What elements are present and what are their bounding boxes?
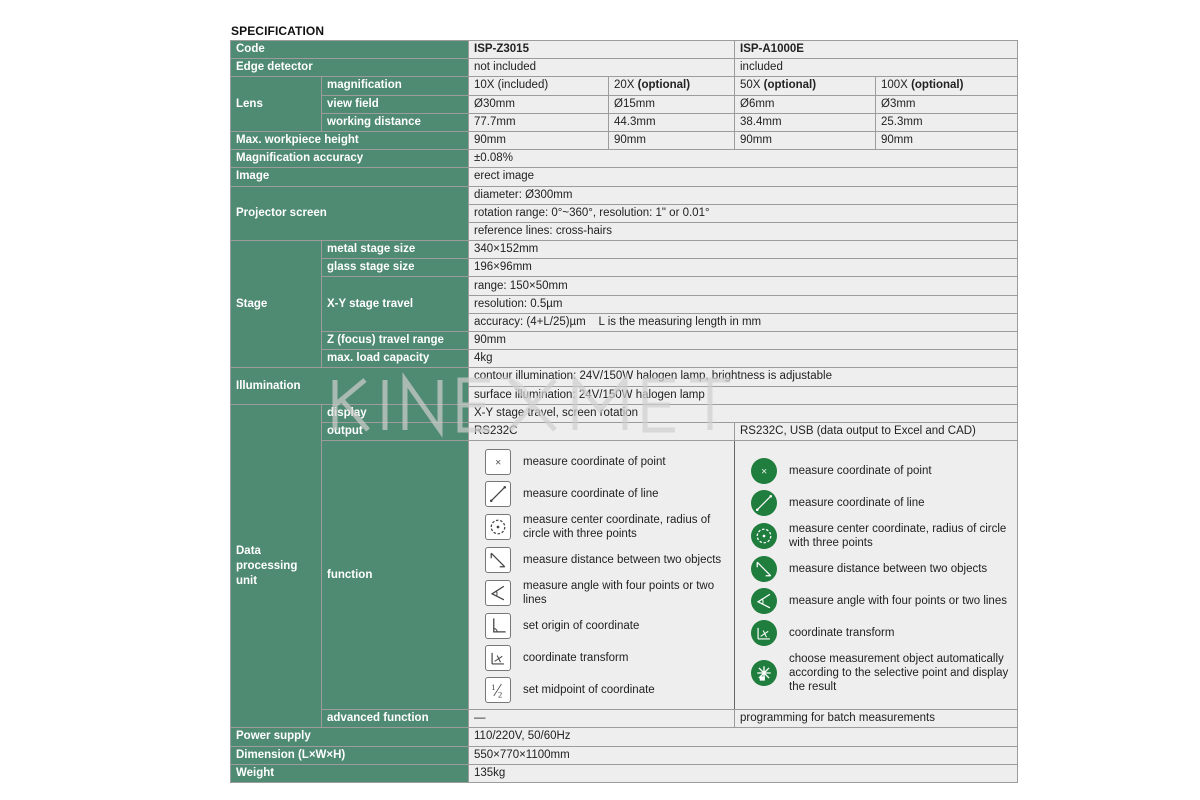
sub-label: view field xyxy=(322,95,469,113)
function-label: set midpoint of coordinate xyxy=(523,684,655,697)
angle-icon xyxy=(485,580,511,606)
cell: 196×96mm xyxy=(469,259,1018,277)
cell: Ø6mm xyxy=(735,95,876,113)
row-stage-metal xyxy=(231,241,1018,259)
function-item xyxy=(751,652,1017,694)
cell: erect image xyxy=(469,168,1018,186)
transform-icon xyxy=(485,645,511,671)
row-stage-load xyxy=(231,350,1018,368)
sub-label: Z (focus) travel range xyxy=(322,332,469,350)
function-label: choose measurement object automatically according to the selective point and display the result xyxy=(789,653,1009,694)
function-item xyxy=(751,588,1017,614)
mag-2: 20X (optional) xyxy=(609,77,735,95)
row-lens-wd xyxy=(231,113,1018,131)
cell: surface illumination: 24V/150W halogen lamp xyxy=(469,386,1018,404)
row-stage-z xyxy=(231,332,1018,350)
cell: 90mm xyxy=(609,131,735,149)
cell: range: 150×50mm xyxy=(469,277,1018,295)
row-label: Projector screen xyxy=(231,186,469,241)
edge-model1: not included xyxy=(469,59,735,77)
row-label: Weight xyxy=(231,764,469,782)
row-label: Illumination xyxy=(231,368,469,404)
sub-label: metal stage size xyxy=(322,241,469,259)
row-dpu-function xyxy=(231,441,1018,710)
cell: 90mm xyxy=(469,332,1018,350)
point-icon xyxy=(485,449,511,475)
line-icon xyxy=(485,481,511,507)
function-label: measure coordinate of point xyxy=(789,465,932,478)
sub-label: function xyxy=(322,441,469,710)
cell: 90mm xyxy=(876,131,1018,149)
cell: — xyxy=(469,710,735,728)
spec-table xyxy=(230,40,1018,783)
row-label: Edge detector xyxy=(231,59,469,77)
function-label: measure coordinate of point xyxy=(523,456,666,469)
row-dpu-output xyxy=(231,422,1018,440)
row-stage-xy-1 xyxy=(231,277,1018,295)
row-label: Dimension (L×W×H) xyxy=(231,746,469,764)
distance-icon xyxy=(485,547,511,573)
edge-model2: included xyxy=(735,59,1018,77)
cell: Ø30mm xyxy=(469,95,609,113)
function-label: coordinate transform xyxy=(789,627,895,640)
row-label: Power supply xyxy=(231,728,469,746)
row-max-height xyxy=(231,131,1018,149)
sub-label: max. load capacity xyxy=(322,350,469,368)
circle-icon xyxy=(485,514,511,540)
row-label: Code xyxy=(231,41,469,59)
function-label: measure center coordinate, radius of circle with three points xyxy=(523,514,711,541)
row-illum-1 xyxy=(231,368,1018,386)
row-label: Stage xyxy=(231,241,322,368)
row-dpu-display xyxy=(231,404,1018,422)
cell: diameter: Ø300mm xyxy=(469,186,1018,204)
row-dimension xyxy=(231,746,1018,764)
cell: 77.7mm xyxy=(469,113,609,131)
function-list-model1 xyxy=(469,441,735,710)
cell: RS232C xyxy=(469,422,735,440)
cell: 550×770×1100mm xyxy=(469,746,1018,764)
function-label: measure angle with four points or two lines xyxy=(523,580,715,607)
row-dpu-advanced xyxy=(231,710,1018,728)
sub-label: X-Y stage travel xyxy=(322,277,469,332)
row-lens-view xyxy=(231,95,1018,113)
cell: rotation range: 0°~360°, resolution: 1" or 0.01° xyxy=(469,204,1018,222)
row-label: Lens xyxy=(231,77,322,132)
cell: resolution: 0.5µm xyxy=(469,295,1018,313)
point-icon xyxy=(751,458,777,484)
sub-label: advanced function xyxy=(322,710,469,728)
mag-4: 100X (optional) xyxy=(876,77,1018,95)
function-item xyxy=(485,677,734,703)
function-label: coordinate transform xyxy=(523,652,629,665)
line-icon xyxy=(751,490,777,516)
cell: 340×152mm xyxy=(469,241,1018,259)
cell: X-Y stage travel, screen rotation xyxy=(469,404,1018,422)
cell: RS232C, USB (data output to Excel and CAD) xyxy=(735,422,1018,440)
cell: 110/220V, 50/60Hz xyxy=(469,728,1018,746)
row-label: Data processing unit xyxy=(231,404,322,728)
cell: 135kg xyxy=(469,764,1018,782)
cell: contour illumination: 24V/150W halogen lamp, brightness is adjustable xyxy=(469,368,1018,386)
function-item xyxy=(485,579,734,607)
code-model2: ISP-A1000E xyxy=(735,41,1018,59)
row-image xyxy=(231,168,1018,186)
transform-icon xyxy=(751,620,777,646)
sub-label: output xyxy=(322,422,469,440)
function-item xyxy=(751,620,1017,646)
function-item xyxy=(485,613,734,639)
cell: programming for batch measurements xyxy=(735,710,1018,728)
sub-label: display xyxy=(322,404,469,422)
midpoint-icon xyxy=(485,677,511,703)
function-item xyxy=(751,522,1017,550)
cell: 90mm xyxy=(735,131,876,149)
function-label: measure distance between two objects xyxy=(523,554,722,567)
function-item xyxy=(485,645,734,671)
row-stage-glass xyxy=(231,259,1018,277)
sub-label: glass stage size xyxy=(322,259,469,277)
cell: 38.4mm xyxy=(735,113,876,131)
cell: Ø3mm xyxy=(876,95,1018,113)
function-label: measure distance between two objects xyxy=(789,563,988,576)
function-label: measure center coordinate, radius of circle with three points xyxy=(789,523,1007,550)
code-model1: ISP-Z3015 xyxy=(469,41,735,59)
row-weight xyxy=(231,764,1018,782)
function-label: set origin of coordinate xyxy=(523,620,640,633)
row-lens-mag xyxy=(231,77,1018,95)
row-projector-1 xyxy=(231,186,1018,204)
cell: Ø15mm xyxy=(609,95,735,113)
cell: 44.3mm xyxy=(609,113,735,131)
angle-icon xyxy=(751,588,777,614)
row-code xyxy=(231,41,1018,59)
function-item xyxy=(485,481,734,507)
function-label: measure coordinate of line xyxy=(523,488,659,501)
cell: 90mm xyxy=(469,131,609,149)
origin-icon xyxy=(485,613,511,639)
cell: 4kg xyxy=(469,350,1018,368)
function-item xyxy=(751,458,1017,484)
svg-text:2: 2 xyxy=(498,689,503,700)
function-item xyxy=(751,490,1017,516)
row-mag-accuracy xyxy=(231,150,1018,168)
mag-3: 50X (optional) xyxy=(735,77,876,95)
row-label: Max. workpiece height xyxy=(231,131,469,149)
function-label: measure angle with four points or two lines xyxy=(789,595,1007,608)
auto-icon xyxy=(751,660,777,686)
function-item xyxy=(751,556,1017,582)
svg-text:1: 1 xyxy=(491,682,496,693)
mag-1: 10X (included) xyxy=(469,77,609,95)
sub-label: working distance xyxy=(322,113,469,131)
cell: ±0.08% xyxy=(469,150,1018,168)
cell: accuracy: (4+L/25)µm L is the measuring length in mm xyxy=(469,313,1018,331)
distance-icon xyxy=(751,556,777,582)
cell: 25.3mm xyxy=(876,113,1018,131)
circle-icon xyxy=(751,523,777,549)
sub-label: magnification xyxy=(322,77,469,95)
row-power xyxy=(231,728,1018,746)
row-edge xyxy=(231,59,1018,77)
row-label: Image xyxy=(231,168,469,186)
function-label: measure coordinate of line xyxy=(789,497,925,510)
function-list-model2 xyxy=(735,441,1018,710)
row-label: Magnification accuracy xyxy=(231,150,469,168)
cell: reference lines: cross-hairs xyxy=(469,222,1018,240)
function-item xyxy=(485,449,734,475)
page-title: SPECIFICATION xyxy=(231,24,325,38)
function-item xyxy=(485,513,734,541)
function-item xyxy=(485,547,734,573)
